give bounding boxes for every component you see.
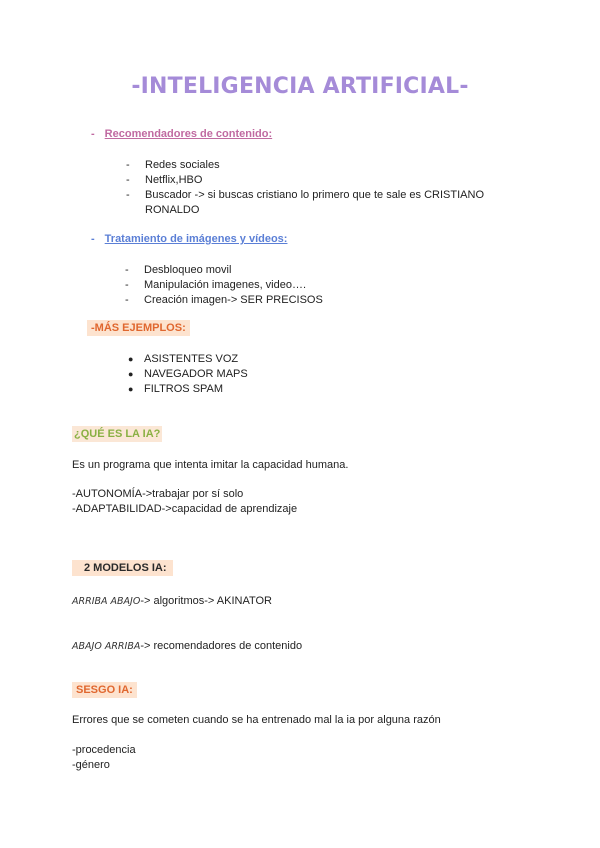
model-abajo-arriba — [72, 640, 302, 652]
section-heading-que-es-ia — [72, 428, 162, 440]
bullet-marker: ● — [128, 369, 134, 379]
sesgo-genero: -género — [72, 759, 110, 771]
trait-autonomia: -AUTONOMÍA->trabajar por sí solo — [72, 488, 244, 500]
list-item-text: FILTROS SPAM — [144, 383, 224, 395]
dash-marker: - — [126, 159, 130, 171]
list-item-text: Buscador -> si buscas cristiano lo primero que te sale es CRISTIANO — [145, 189, 484, 201]
section-heading-tratamiento — [91, 233, 287, 245]
model-name: ARRIBA ABAJO — [72, 596, 141, 607]
model-arriba-abajo — [72, 595, 272, 607]
heading-dash: - — [91, 128, 95, 140]
trait-adaptabilidad: -ADAPTABILIDAD->capacidad de aprendizaje — [72, 503, 298, 515]
heading-label: SESGO IA: — [72, 682, 137, 698]
list-item-text: NAVEGADOR MAPS — [144, 368, 248, 380]
sesgo-procedencia: -procedencia — [72, 744, 136, 756]
dash-marker: - — [126, 174, 130, 186]
heading-label: -MÁS EJEMPLOS: — [87, 320, 190, 336]
heading-label: 2 MODELOS IA: — [72, 560, 173, 576]
model-description: -> recomendadores de contenido — [140, 640, 303, 652]
list-item-text: Redes sociales — [145, 159, 220, 171]
list-item-text: Manipulación imagenes, video…. — [144, 279, 307, 291]
model-description: -> algoritmos-> AKINATOR — [140, 595, 272, 607]
heading-label: ¿QUÉ ES LA IA? — [74, 428, 161, 440]
list-item-text: Netflix,HBO — [145, 174, 203, 186]
heading-dash: - — [91, 233, 95, 245]
dash-marker: - — [125, 264, 129, 276]
list-item-text: Creación imagen-> SER PRECISOS — [144, 294, 323, 306]
heading-label: Recomendadores de contenido: — [104, 128, 273, 140]
list-item-text: Desbloqueo movil — [144, 264, 232, 276]
list-item-text: RONALDO — [145, 204, 200, 216]
ia-definition: Es un programa que intenta imitar la capacidad humana. — [72, 459, 349, 471]
section-heading-mas-ejemplos — [87, 322, 190, 334]
dash-marker: - — [126, 189, 130, 201]
section-heading-sesgo — [72, 684, 137, 696]
bullet-marker: ● — [128, 384, 134, 394]
section-heading-recomendadores — [91, 128, 272, 140]
section-heading-modelos — [72, 562, 173, 574]
page-title: -INTELIGENCIA ARTIFICIAL- — [131, 74, 469, 99]
model-name: ABAJO ARRIBA — [72, 641, 141, 652]
list-item-text: ASISTENTES VOZ — [144, 353, 239, 365]
dash-marker: - — [125, 279, 129, 291]
bullet-marker: ● — [128, 354, 134, 364]
heading-label: Tratamiento de imágenes y vídeos: — [104, 233, 288, 245]
sesgo-definition: Errores que se cometen cuando se ha entrenado mal la ia por alguna razón — [72, 714, 441, 726]
dash-marker: - — [125, 294, 129, 306]
